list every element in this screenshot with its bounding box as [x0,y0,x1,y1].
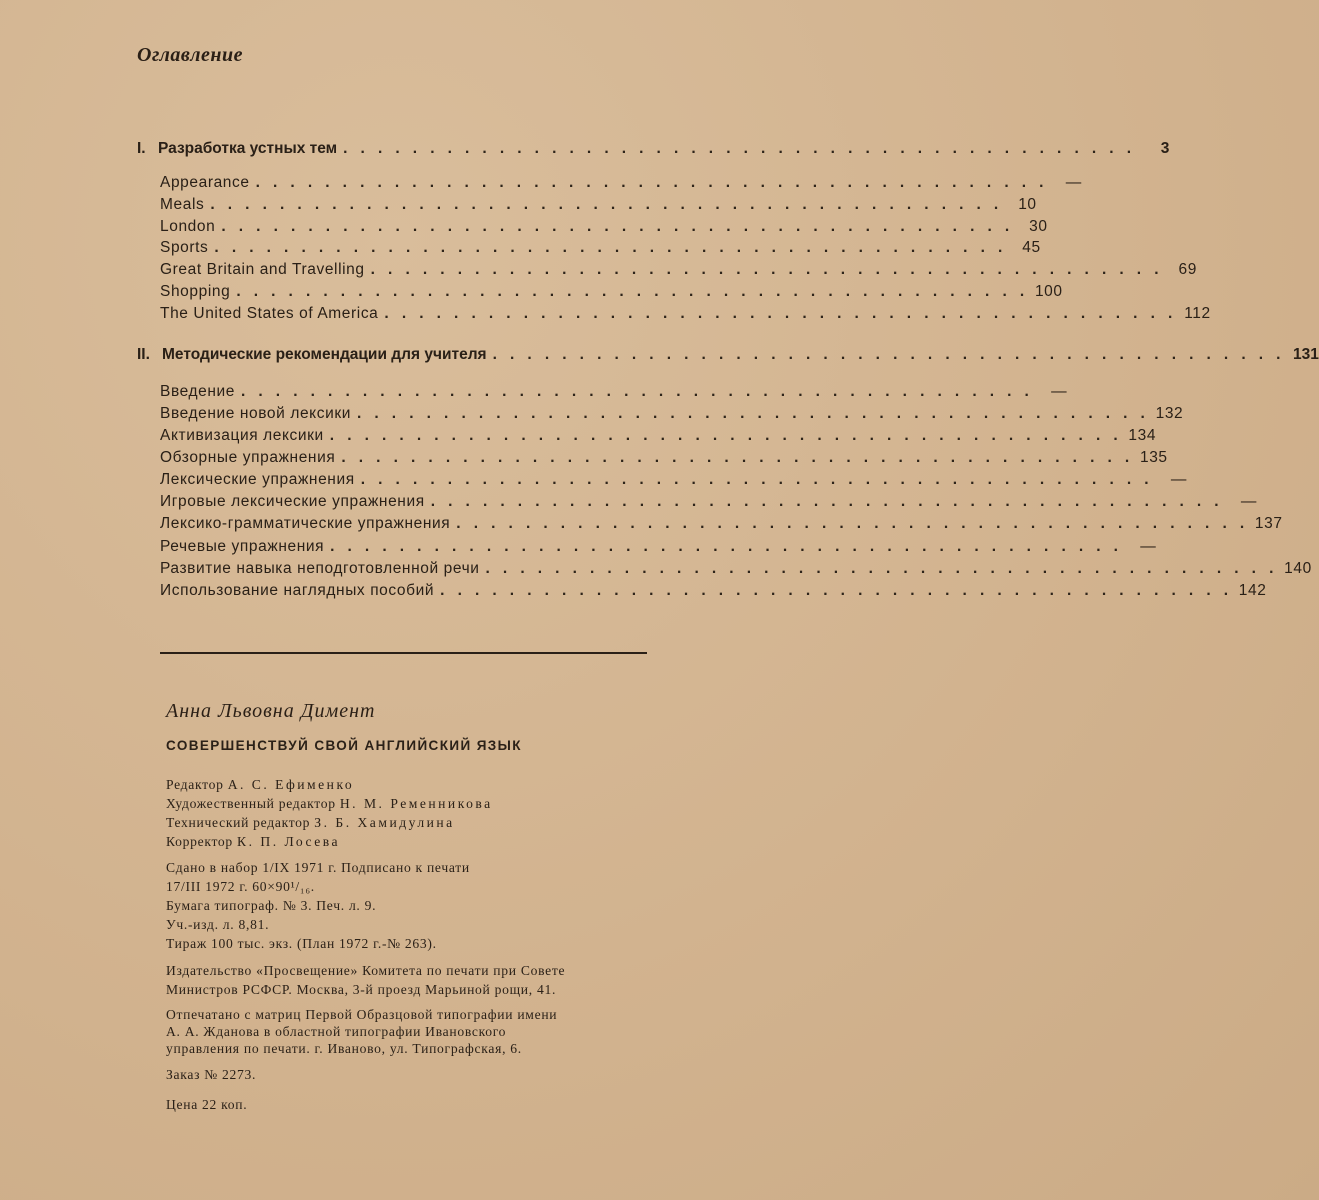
toc-item-title: Введение [160,383,235,400]
printer-line: Отпечатано с матриц Первой Образцовой типографии имени [166,1007,558,1022]
toc-item-title: Игровые лексические упражнения [160,493,425,510]
toc-item-title: Лексико-грамматические упражнения [160,515,451,532]
toc-item-title: Meals [160,196,205,213]
toc-item [160,471,1188,489]
dot-leader: . . . . . . . . . . . . . . . . . . . . . . . . . . . . . . . . . . . . . . . . . . . . . . [456,515,1249,532]
toc-item [160,538,1157,556]
book-title: СОВЕРШЕНСТВУЙ СВОЙ АНГЛИЙСКИЙ ЯЗЫК [166,738,522,753]
toc-item [160,427,1157,445]
toc-item-title: Обзорные упражнения [160,449,336,466]
toc-item [160,239,1041,257]
credit-line [166,832,646,851]
toc-item-title: London [160,218,216,235]
printer-info [166,1006,646,1057]
toc-item [160,493,1258,511]
toc-item [160,560,1312,578]
toc-item-title: Great Britain and Travelling [160,261,365,278]
toc-item [160,174,1082,192]
toc-item [160,383,1068,401]
print-detail-line: 17/III 1972 г. 60×90¹/₁₆. [166,879,315,894]
print-detail-line: Бумага типограф. № 3. Печ. л. 9. [166,898,377,913]
print-detail-line: Сдано в набор 1/IX 1971 г. Подписано к печати [166,860,470,875]
section-number: I. [137,140,146,157]
toc-item-title: The United States of America [160,305,379,322]
toc-item-page: 30 [1029,218,1048,235]
toc-item-title: Appearance [160,174,250,191]
price: Цена 22 коп. [166,1097,248,1112]
toc-item-page: — [1051,383,1068,400]
toc-item [160,515,1283,533]
toc-section-2 [137,346,1319,364]
publisher-line: Министров РСФСР. Москва, 3-й проезд Марьиной рощи, 41. [166,982,557,997]
toc-item-title: Развитие навыка неподготовленной речи [160,560,480,577]
credit-name: З. Б. Хамидулина [314,815,455,830]
dot-leader: . . . . . . . . . . . . . . . . . . . . . . . . . . . . . . . . . . . . . . . . . . . . . . [210,196,1003,213]
dot-leader: . . . . . . . . . . . . . . . . . . . . . . . . . . . . . . . . . . . . . . . . . . . . . . [384,305,1177,322]
toc-item-page: 137 [1254,515,1283,532]
dot-leader: . . . . . . . . . . . . . . . . . . . . . . . . . . . . . . . . . . . . . . . . . . . . . . [341,449,1134,466]
print-detail-line: Уч.-изд. л. 8,81. [166,917,270,932]
credit-role: Художественный редактор [166,796,336,811]
toc-item [160,261,1197,279]
toc-item [160,196,1037,214]
dot-leader: . . . . . . . . . . . . . . . . . . . . . . . . . . . . . . . . . . . . . . . . . . . . . . [356,405,1150,422]
toc-item-title: Sports [160,239,209,256]
horizontal-rule [160,652,647,654]
dot-leader: . . . . . . . . . . . . . . . . . . . . . . . . . . . . . . . . . . . . . . . . . . . . . . [370,261,1163,278]
credit-name: Н. М. Ременникова [339,796,493,811]
credit-name: К. П. Лосева [237,834,341,849]
toc-item-page: 142 [1238,582,1267,599]
toc-item-title: Использование наглядных пособий [160,582,435,599]
toc-heading: Оглавление [137,44,244,66]
toc-item [160,405,1184,423]
dot-leader: . . . . . . . . . . . . . . . . . . . . . . . . . . . . . . . . . . . . . . . . . . . . . . [360,471,1154,488]
toc-item-title: Лексические упражнения [160,471,355,488]
toc-item-page: 132 [1155,405,1184,422]
dot-leader: . . . . . . . . . . . . . . . . . . . . . . . . . . . . . . . . . . . . . . . . . . . . . . [240,383,1034,400]
printer-line: А. А. Жданова в областной типографии Ивановского [166,1024,507,1039]
toc-item-page: — [1170,471,1188,488]
toc-item-page: — [1065,174,1082,191]
dot-leader: . . . . . . . . . . . . . . . . . . . . . . . . . . . . . . . . . . . . . . . . . . . . . . [343,140,1136,157]
toc-section-1 [137,140,1170,158]
toc-item [160,218,1048,236]
toc-item-page: 45 [1022,239,1041,256]
credit-role: Редактор [166,777,224,792]
credit-role: Технический редактор [166,815,311,830]
credit-name: А. С. Ефименко [227,777,355,792]
toc-item-title: Введение новой лексики [160,405,351,422]
author-name: Анна Львовна Димент [166,700,376,722]
dot-leader: . . . . . . . . . . . . . . . . . . . . . . . . . . . . . . . . . . . . . . . . . . . . . . [485,560,1278,577]
toc-item-page: 69 [1178,261,1197,278]
print-detail-line: Тираж 100 тыс. экз. (План 1972 г.-№ 263). [166,936,437,951]
toc-item-page: 100 [1034,283,1063,300]
toc-item-page: — [1140,538,1157,555]
print-details [166,858,646,953]
publisher-line: Издательство «Просвещение» Комитета по печати при Совете [166,963,566,978]
dot-leader: . . . . . . . . . . . . . . . . . . . . . . . . . . . . . . . . . . . . . . . . . . . . . . [255,174,1048,191]
dot-leader: . . . . . . . . . . . . . . . . . . . . . . . . . . . . . . . . . . . . . . . . . . . . . . [221,218,1014,235]
toc-item [160,283,1063,301]
dot-leader: . . . . . . . . . . . . . . . . . . . . . . . . . . . . . . . . . . . . . . . . . . . . . . [214,239,1007,256]
toc-item [160,449,1168,467]
dot-leader: . . . . . . . . . . . . . . . . . . . . . . . . . . . . . . . . . . . . . . . . . . . . . . [329,427,1123,444]
staff-credits [166,775,646,851]
dot-leader: . . . . . . . . . . . . . . . . . . . . . . . . . . . . . . . . . . . . . . . . . . . . . . [330,538,1123,555]
toc-item-page: 134 [1128,427,1157,444]
dot-leader: . . . . . . . . . . . . . . . . . . . . . . . . . . . . . . . . . . . . . . . . . . . . . . [430,493,1224,510]
toc-item-page: 135 [1139,449,1168,466]
toc-item [160,305,1211,323]
toc-item-title: Shopping [160,283,231,300]
credit-line [166,775,646,794]
section-title: Методические рекомендации для учителя [162,346,487,363]
section-title: Разработка устных тем [158,140,338,157]
credit-line [166,794,646,813]
dot-leader: . . . . . . . . . . . . . . . . . . . . . . . . . . . . . . . . . . . . . . . . . . . . . . [492,346,1285,363]
toc-item-page: 140 [1284,560,1312,577]
toc-item [160,582,1267,600]
section-page: 131 [1293,346,1319,363]
section-page: 3 [1160,140,1170,157]
toc-item-page: — [1240,493,1258,510]
toc-item-title: Активизация лексики [160,427,324,444]
credit-line [166,813,646,832]
order-number: Заказ № 2273. [166,1067,257,1082]
dot-leader: . . . . . . . . . . . . . . . . . . . . . . . . . . . . . . . . . . . . . . . . . . . . . . [236,283,1029,300]
toc-item-page: 112 [1184,305,1211,322]
toc-item-page: 10 [1018,196,1037,213]
section-number: II. [137,346,150,363]
toc-item-title: Речевые упражнения [160,538,325,555]
publisher-info [166,961,646,999]
printer-line: управления по печати. г. Иваново, ул. Типографская, 6. [166,1041,522,1056]
credit-role: Корректор [166,834,233,849]
dot-leader: . . . . . . . . . . . . . . . . . . . . . . . . . . . . . . . . . . . . . . . . . . . . . . [440,582,1233,599]
